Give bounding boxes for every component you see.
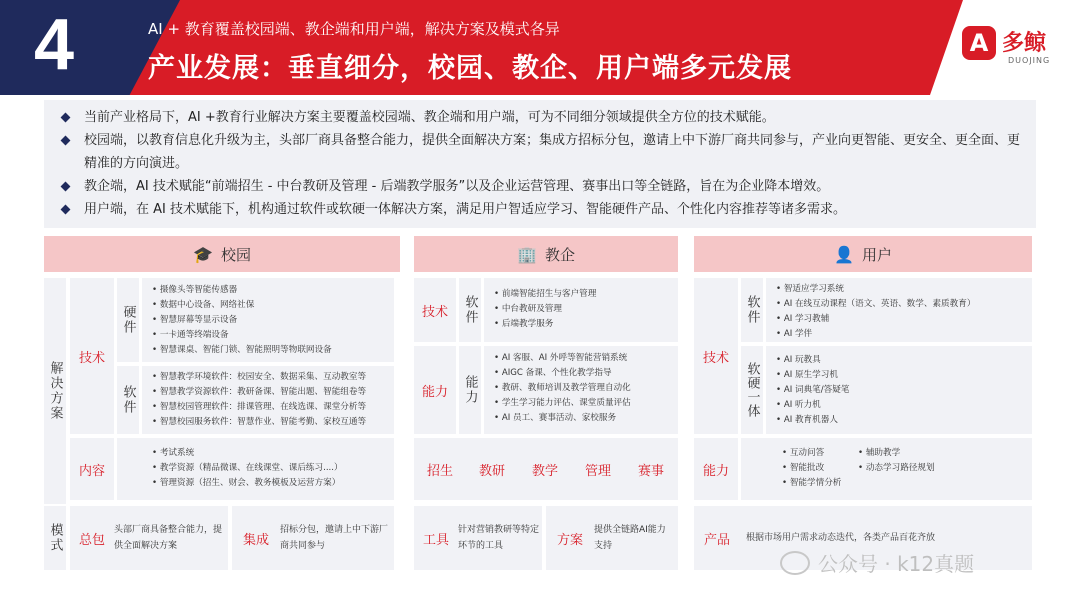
enterprise-plan-text: 提供全链路AI能力支持 xyxy=(594,525,666,551)
list-item: • 智慧教学资源软件：教研备课、智能出题、智能组卷等 xyxy=(152,387,367,397)
list-item: • 考试系统 xyxy=(152,448,195,458)
enterprise-tech-label: 技术 xyxy=(421,304,448,320)
list-item: • AI 在线互动课程（语文、英语、数学、素质教育） xyxy=(776,299,976,309)
enterprise-ability-label: 能力 xyxy=(421,384,448,400)
list-item: • 管理资源（招生、财会、教务模板及运营方案） xyxy=(152,478,341,488)
user-ability-list-right xyxy=(858,446,935,476)
graduation-cap-icon: 🎓 xyxy=(193,244,213,264)
mode-general-text: 头部厂商具备整合能力，提供全面解决方案 xyxy=(114,525,223,551)
stage-recruit: 招生 xyxy=(426,463,453,479)
list-item: • 智能学情分析 xyxy=(782,478,842,488)
enterprise-tool-label: 工具 xyxy=(422,532,449,548)
solution-label: 解决方案 xyxy=(47,361,63,421)
user-header: 👤 用户 xyxy=(694,236,1032,272)
list-item: • 智慧校园服务软件：智慧作业、智能考勤、家校互通等 xyxy=(152,417,367,427)
brand-logo xyxy=(962,24,1072,74)
list-item: • AI 学伴 xyxy=(776,329,813,339)
list-item: • 智慧课桌、智能门锁、智能照明等物联网设备 xyxy=(152,345,332,355)
list-item: • AI 玩教具 xyxy=(776,355,821,365)
bullet-item: 校园端，以教育信息化升级为主，头部厂商具备整合能力，提供全面解决方案；集成方招标分包，邀请上中下游厂商共同参与，产业向更智能、更安全、更全面、更精准的方向演进。 xyxy=(62,129,1020,175)
bullet-item: 用户端，在 AI 技术赋能下，机构通过软件或软硬一体解决方案，满足用户智适应学习、智能硬件产品、个性化内容推荐等诸多需求。 xyxy=(62,198,1020,221)
watermark: 公众号 · k12真题 xyxy=(780,548,974,577)
list-item: • AI 员工、赛事活动、家校服务 xyxy=(494,413,617,423)
enterprise-ability-sub-label: 能力 xyxy=(462,375,478,405)
page-title: 产业发展：垂直细分，校园、教企、用户端多元发展 xyxy=(148,53,792,84)
logo-icon: A xyxy=(962,26,996,60)
list-item: • 教研、教师培训及教学管理自动化 xyxy=(494,383,631,393)
list-item: • AI 词典笔/答疑笔 xyxy=(776,385,850,395)
list-item: • 中台教研及管理 xyxy=(494,304,562,314)
mode-integration-label: 集成 xyxy=(242,532,269,548)
campus-header: 🎓 校园 xyxy=(44,236,400,272)
campus-software-label: 软件 xyxy=(120,385,136,415)
enterprise-tool-text: 针对营销教研等特定环节的工具 xyxy=(458,525,540,551)
campus-hardware-label: 硬件 xyxy=(120,305,136,335)
list-item: • AIGC 备课、个性化教学指导 xyxy=(494,368,612,378)
list-item: • 智慧教学环境软件：校园安全、数据采集、互动教室等 xyxy=(152,372,367,382)
campus-software-list xyxy=(152,370,366,430)
campus-content-label: 内容 xyxy=(78,463,105,479)
campus-content-list xyxy=(152,446,343,491)
logo-name: 多鲸 xyxy=(1002,31,1047,56)
list-item: • AI 客服、AI 外呼等智能营销系统 xyxy=(494,353,628,363)
list-item: • 数据中心设备、网络社保 xyxy=(152,300,255,310)
page-subtitle: AI + 教育覆盖校园端、教企端和用户端，解决方案及模式各异 xyxy=(148,20,560,38)
bullet-item: 当前产业格局下，AI +教育行业解决方案主要覆盖校园端、教企端和用户端，可为不同细分领域提供全方位的技术赋能。 xyxy=(62,106,1020,129)
list-item: • 学生学习能力评估、课堂质量评估 xyxy=(494,398,631,408)
campus-hardware-list xyxy=(152,283,332,358)
section-number: 4 xyxy=(34,5,75,85)
summary-bullets xyxy=(44,100,1036,228)
list-item: • 一卡通等终端设备 xyxy=(152,330,229,340)
diamond-bullet-icon xyxy=(61,136,71,146)
header-banner xyxy=(0,0,1080,95)
enterprise-software-label: 软件 xyxy=(462,295,478,325)
logo-english: DUOJING xyxy=(1008,56,1051,65)
diamond-bullet-icon xyxy=(61,205,71,215)
user-software-label: 软件 xyxy=(744,295,760,325)
enterprise-ability-list xyxy=(494,351,631,426)
stage-teaching: 教学 xyxy=(531,463,558,479)
user-ability-label: 能力 xyxy=(702,463,729,479)
mode-general-label: 总包 xyxy=(78,532,105,548)
stage-management: 管理 xyxy=(584,463,611,479)
bullet-item: 教企端，AI 技术赋能“前端招生 - 中台教研及管理 - 后端教学服务”以及企业运营管理、赛事出口等全链路，旨在为企业降本增效。 xyxy=(62,175,1020,198)
list-item: • 互动问答 xyxy=(782,448,825,458)
user-hw-list xyxy=(776,353,849,428)
diamond-bullet-icon xyxy=(61,182,71,192)
diamond-bullet-icon xyxy=(61,113,71,123)
list-item: • 后端教学服务 xyxy=(494,319,554,329)
list-item: • AI 听力机 xyxy=(776,400,821,410)
enterprise-plan-label: 方案 xyxy=(556,532,583,548)
list-item: • 教学资源（精品微课、在线课堂、课后练习....） xyxy=(152,463,343,473)
user-product-text: 根据市场用户需求动态迭代，各类产品百花齐放 xyxy=(746,533,936,543)
building-icon: 🏢 xyxy=(517,244,537,264)
mode-integration-text: 招标分包，邀请上中下游厂商共同参与 xyxy=(280,525,389,551)
enterprise-header: 🏢 教企 xyxy=(414,236,678,272)
stage-competition: 赛事 xyxy=(637,463,664,479)
user-icon: 👤 xyxy=(834,244,854,264)
list-item: • 智能批改 xyxy=(782,463,825,473)
wechat-icon xyxy=(780,551,810,575)
user-tech-label: 技术 xyxy=(702,350,729,366)
stage-research: 教研 xyxy=(478,463,505,479)
user-hw-label: 软硬一体 xyxy=(744,362,760,418)
list-item: • 智慧屏幕等显示设备 xyxy=(152,315,238,325)
user-product-label: 产品 xyxy=(703,532,730,548)
list-item: • AI 教育机器人 xyxy=(776,415,838,425)
list-item: • AI 原生学习机 xyxy=(776,370,838,380)
enterprise-software-list xyxy=(494,287,596,332)
campus-tech-label: 技术 xyxy=(78,350,105,366)
list-item: • 摄像头等智能传感器 xyxy=(152,285,238,295)
list-item: • 前端智能招生与客户管理 xyxy=(494,289,597,299)
user-software-list xyxy=(776,282,975,342)
list-item: • 智适应学习系统 xyxy=(776,284,844,294)
list-item: • 辅助教学 xyxy=(858,448,901,458)
list-item: • 动态学习路径规划 xyxy=(858,463,935,473)
list-item: • 智慧校园管理软件：排课管理、在线选课、课堂分析等 xyxy=(152,402,367,412)
list-item: • AI 学习教辅 xyxy=(776,314,830,324)
mode-label: 模式 xyxy=(47,523,63,553)
user-ability-list-left xyxy=(782,446,841,491)
